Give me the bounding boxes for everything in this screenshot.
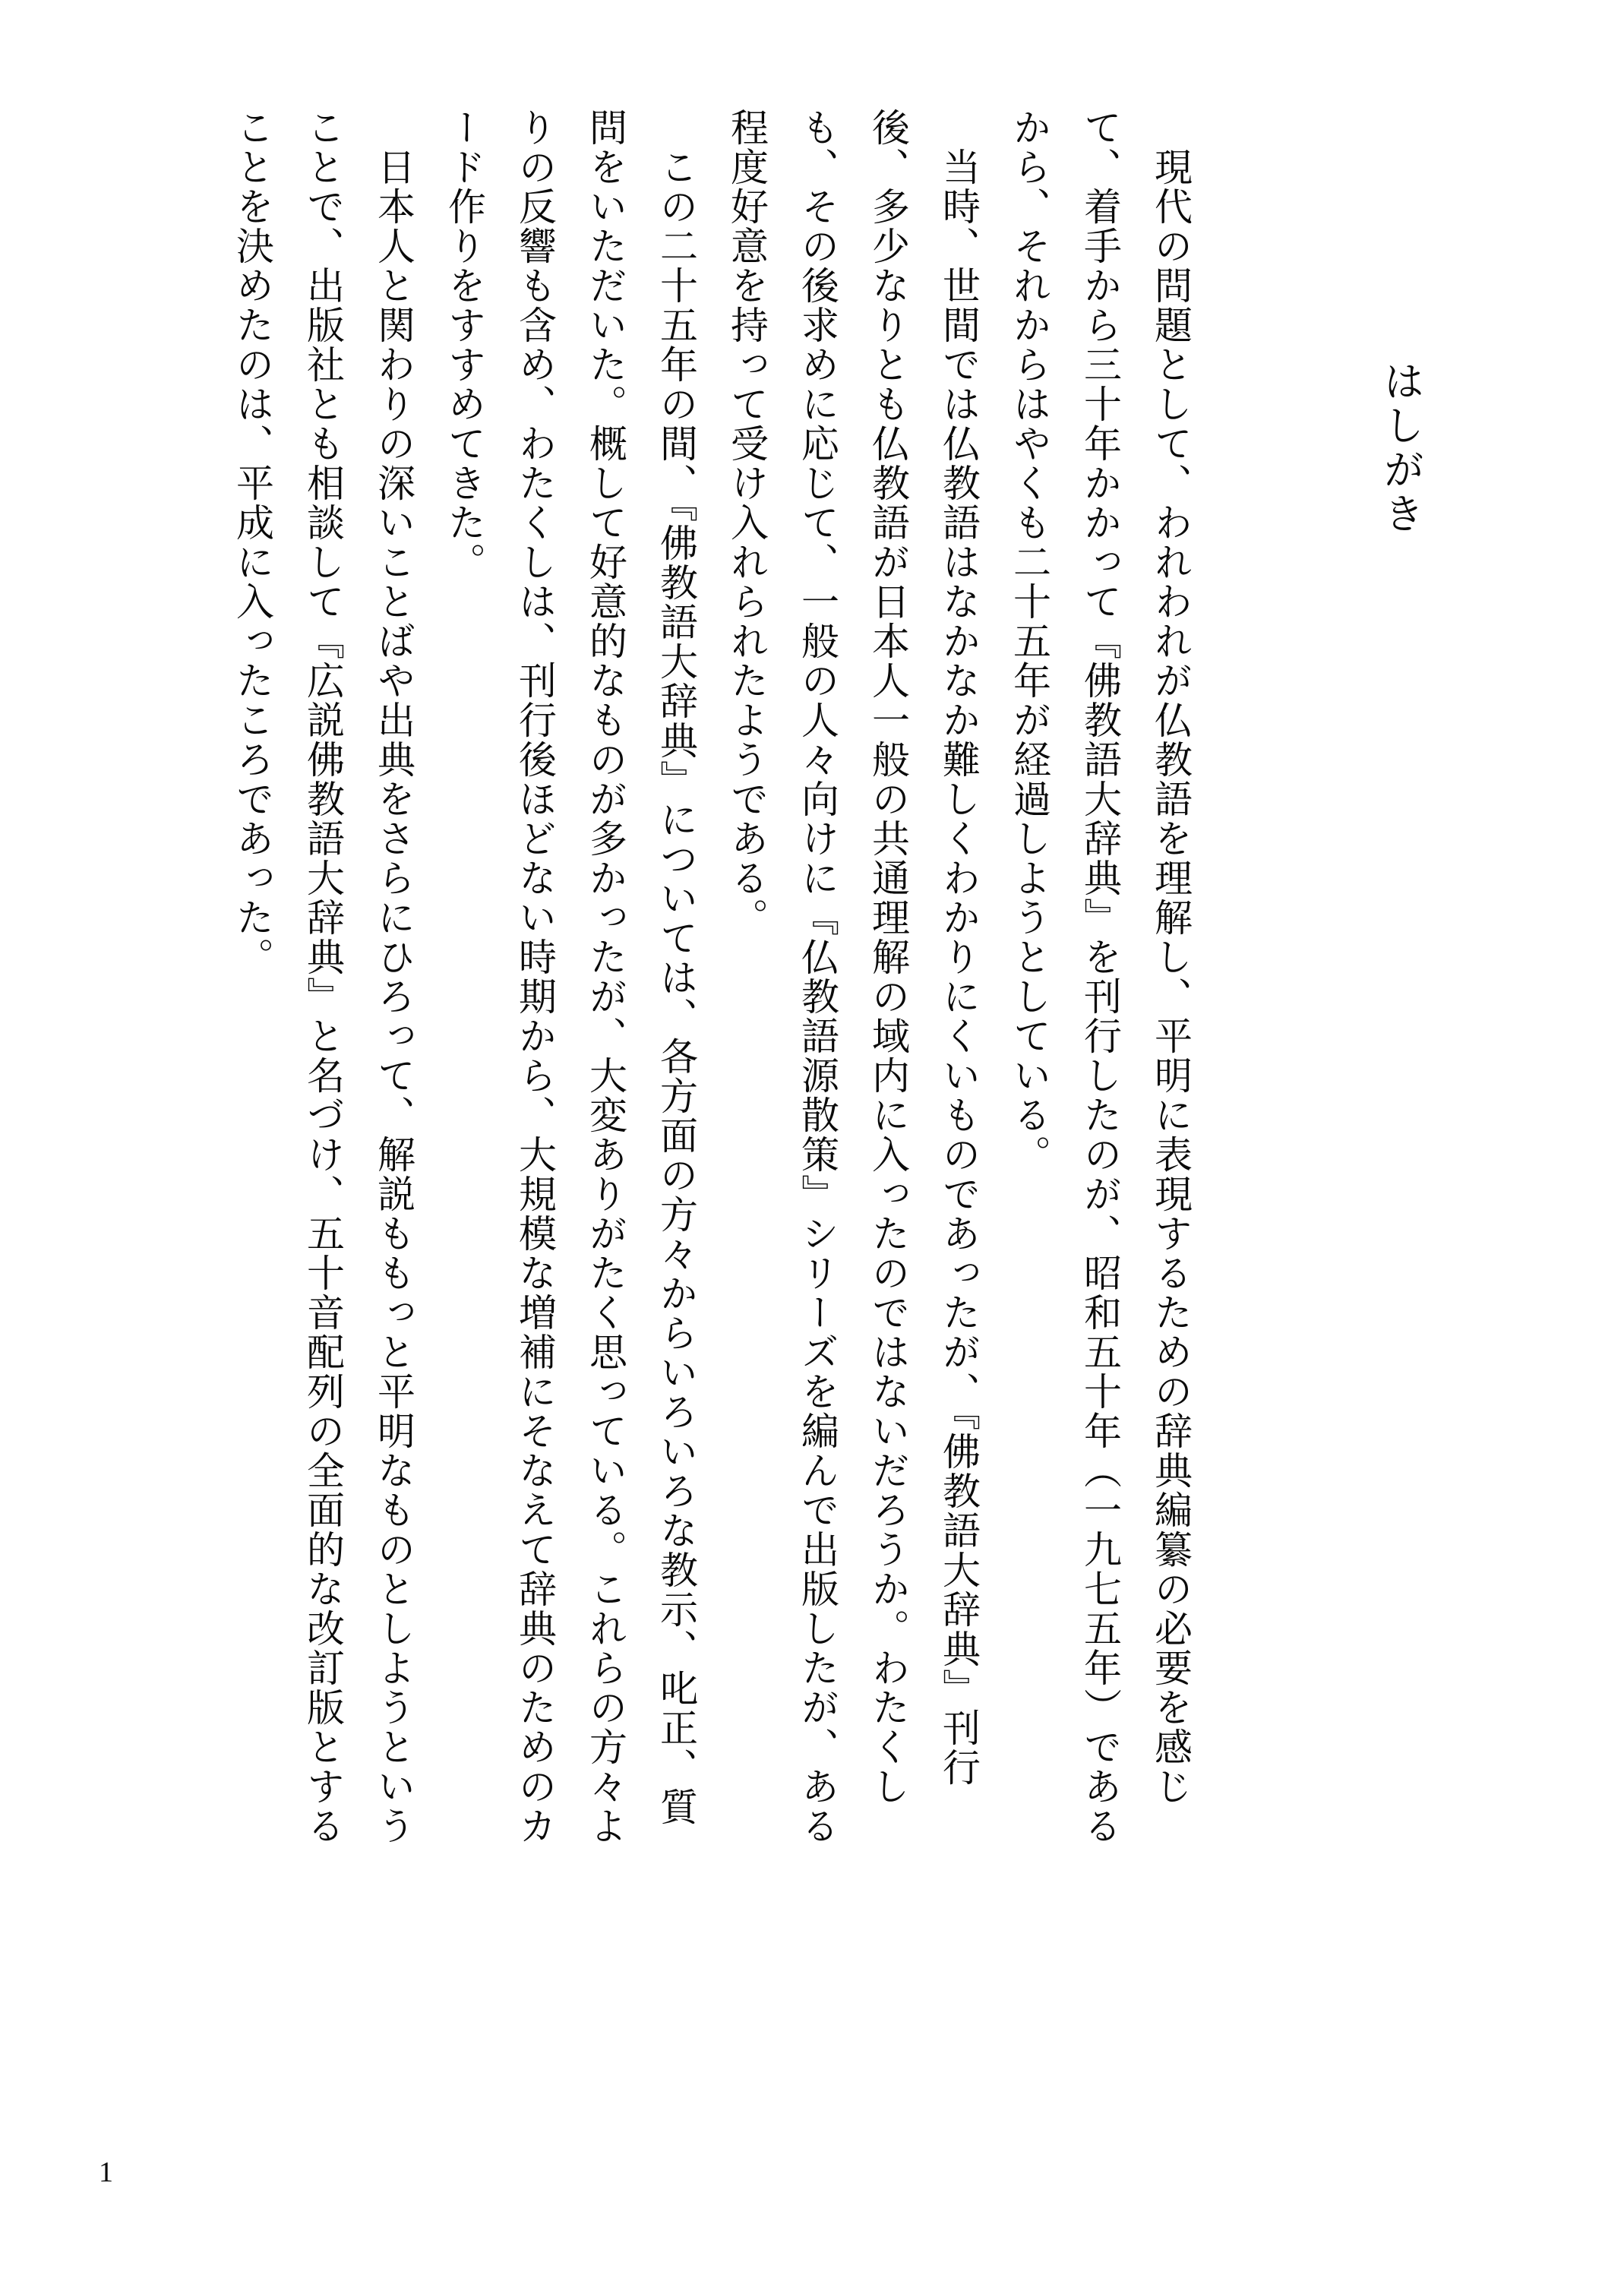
paragraph-4: 日本人と関わりの深いことばや出典をさらにひろって、解説ももっと平明なものとしようということで、出版社とも相談して『広説佛教語大辞典』と名づけ、五十音配列の全面的な改訂版とすることを決めたのは、平成に入ったころであった。 — [231, 108, 415, 1846]
page-number: 1 — [99, 2156, 113, 2188]
paragraph-3: この二十五年の間、『佛教語大辞典』については、各方面の方々からいろいろな教示、叱正、質問をいただいた。概して好意的なものが多かったが、大変ありがたく思っている。これらの方々よりの反響も含め、わたくしは、刊行後ほどない時期から、大規模な増補にそなえて辞典のためのカード作りをすすめてきた。 — [443, 108, 697, 1846]
paragraph-2: 当時、世間では仏教語はなかなか難しくわかりにくいものであったが、『佛教語大辞典』刊行後、多少なりとも仏教語が日本人一般の共通理解の域内に入ったのではないだろうか。わたくしも、その後求めに応じて、一般の人々向けに『仏教語源散策』シリーズを編んで出版したが、ある程度好意を持って受け入れられたようである。 — [725, 108, 980, 1846]
page-title: はしがき — [1378, 360, 1423, 536]
vertical-text-block — [216, 108, 1436, 1849]
paragraph-1: 現代の問題として、われわれが仏教語を理解し、平明に表現するための辞典編纂の必要を感じて、着手から三十年かかって『佛教語大辞典』を刊行したのが、昭和五十年（一九七五年）であるから、それからはやくも二十五年が経過しようとしている。 — [1008, 108, 1192, 1846]
